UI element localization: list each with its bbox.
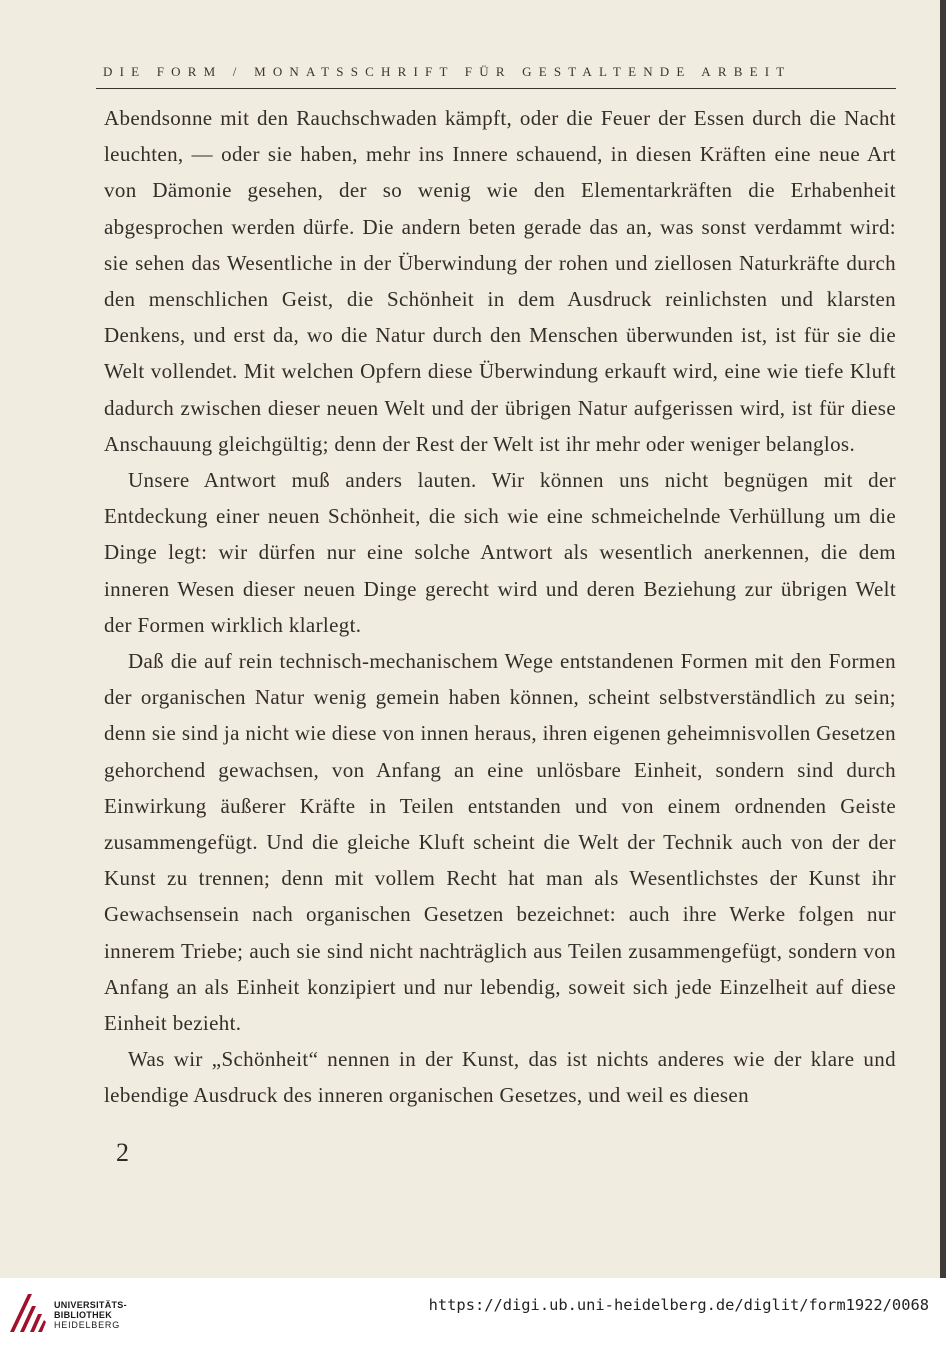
permalink-url[interactable]: https://digi.ub.uni-heidelberg.de/diglit/form1922/0068 <box>428 1296 929 1314</box>
university-library-logo-icon[interactable] <box>8 1292 48 1334</box>
library-name-line2: BIBLIOTHEK <box>54 1310 112 1320</box>
paragraph-4: Was wir „Schönheit“ nennen in der Kunst, das ist nichts anderes wie der klare und lebendige Ausdruck des inneren organischen Gesetzes, und weil es diesen <box>104 1047 896 1108</box>
article-body <box>104 100 896 1114</box>
paragraph-3: Daß die auf rein technisch-mechanischem Wege entstandenen Formen mit den Formen der organischen Natur wenig gemein haben können, scheint selbstverständlich zu sein; denn sie sind ja nicht wie diese von innen heraus, ihren eigenen geheimnisvollen Gesetzen gehorchend gewachsen, von Anfang an eine unlösbare Einheit, sondern sind durch Einwirkung äußerer Kräfte in Teilen entstanden und von einem ordnenden Geiste zusammengefügt. Und die gleiche Kluft scheint die Welt der Technik auch von der der Kunst zu trennen; denn mit vollem Recht hat man als Wesentlichstes der Kunst ihr Gewachsensein nach organischen Gesetzen bezeichnet: auch ihre Werke folgen nur innerem Triebe; auch sie sind nicht nachträglich aus Teilen zusammengefügt, sondern von Anfang an als Einheit konzipiert und nur lebendig, soweit sich jede Einzelheit auf diese Einheit bezieht. <box>104 649 896 1036</box>
library-name-line3: HEIDELBERG <box>54 1320 121 1330</box>
footer-bar <box>0 1278 946 1351</box>
library-name-line1: UNIVERSITÄTS- <box>54 1300 127 1310</box>
paragraph-2: Unsere Antwort muß anders lauten. Wir können uns nicht begnügen mit der Entdeckung einer neuen Schönheit, die sich wie eine schmeichelnde Verhüllung um die Dinge legt: wir dürfen nur eine solche Antwort als wesentlich anerkennen, die dem inneren Wesen dieser neuen Dinge gerecht wird und deren Beziehung zur übrigen Welt der Formen wirklich klarlegt. <box>104 468 896 637</box>
paragraph-1: Abendsonne mit den Rauchschwaden kämpft, oder die Feuer der Essen durch die Nacht leuchten, — oder sie haben, mehr ins Innere schauend, in diesen Kräften eine neue Art von Dämonie gesehen, der so wenig wie den Elementarkräften die Erhabenheit abgesprochen werden dürfe. Die andern beten gerade das an, was sonst verdammt wird: sie sehen das Wesentliche in der Überwindung der rohen und ziellosen Naturkräfte durch den menschlichen Geist, die Schönheit in dem Ausdruck reinlichsten und klarsten Denkens, und erst da, wo die Natur durch den Menschen überwunden ist, ist für sie die Welt vollendet. Mit welchen Opfern diese Überwindung erkauft wird, eine wie tiefe Kluft dadurch zwischen dieser neuen Welt und der übrigen Natur aufgerissen wird, ist für diese Anschauung gleichgültig; denn der Rest der Welt ist ihr mehr oder weniger belanglos. <box>104 106 896 456</box>
running-header: DIE FORM / MONATSSCHRIFT FÜR GESTALTENDE ARBEIT <box>103 64 792 79</box>
header-rule <box>96 88 896 89</box>
page-number: 2 <box>116 1138 129 1167</box>
library-name[interactable] <box>54 1300 127 1330</box>
